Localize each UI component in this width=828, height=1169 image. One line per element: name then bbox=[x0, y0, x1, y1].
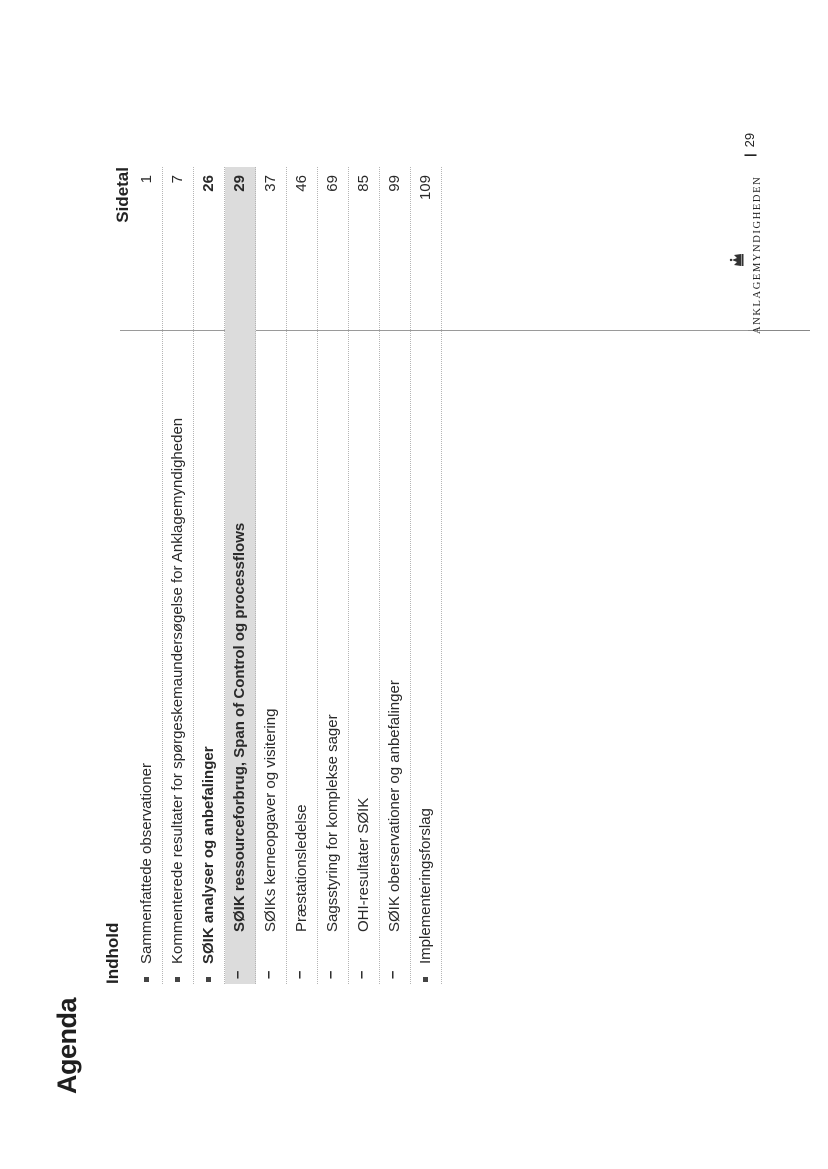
toc-item-page: 99 bbox=[386, 175, 403, 192]
toc-row bbox=[225, 167, 256, 984]
toc-row bbox=[318, 167, 349, 984]
bullet-icon bbox=[144, 977, 149, 982]
dash-icon: – bbox=[260, 970, 277, 979]
page-title: Agenda bbox=[52, 997, 82, 1094]
toc-item-label: Implementeringsforslag bbox=[417, 808, 434, 964]
dash-icon: – bbox=[322, 970, 339, 979]
toc-item-page: 26 bbox=[200, 175, 217, 192]
toc-row bbox=[132, 167, 163, 984]
dash-icon: – bbox=[291, 970, 308, 979]
toc-item-page: 1 bbox=[138, 175, 155, 184]
dash-icon: – bbox=[229, 970, 246, 979]
table-of-contents bbox=[132, 167, 442, 984]
bullet-icon bbox=[423, 977, 428, 982]
toc-item-page: 69 bbox=[324, 175, 341, 192]
toc-item-page: 109 bbox=[417, 175, 434, 201]
dash-icon: – bbox=[353, 970, 370, 979]
toc-row bbox=[163, 167, 194, 984]
footer-page-number bbox=[742, 133, 757, 157]
footer-brand: ANKLAGEMYNDIGHEDEN bbox=[752, 175, 763, 334]
toc-item-label: SØIK analyser og anbefalinger bbox=[200, 746, 217, 964]
toc-header-contents: Indhold bbox=[103, 922, 122, 984]
toc-item-label: SØIK oberservationer og anbefalinger bbox=[386, 680, 403, 932]
toc-header-page: Sidetal bbox=[113, 167, 132, 223]
toc-row bbox=[411, 167, 442, 984]
toc-row bbox=[380, 167, 411, 984]
toc-item-page: 46 bbox=[293, 175, 310, 192]
dash-icon: – bbox=[384, 970, 401, 979]
toc-item-label: SØIK ressourceforbrug, Span of Control og processflows bbox=[231, 522, 248, 932]
toc-row bbox=[194, 167, 225, 984]
toc-item-label: Præstationsledelse bbox=[293, 804, 310, 932]
toc-item-page: 37 bbox=[262, 175, 279, 192]
crown-icon bbox=[728, 251, 746, 269]
toc-item-page: 85 bbox=[355, 175, 372, 192]
toc-item-label: OHI-resultater SØIK bbox=[355, 797, 372, 932]
bullet-icon bbox=[175, 977, 180, 982]
toc-item-page: 29 bbox=[231, 175, 248, 192]
footer-separator: | bbox=[742, 153, 757, 157]
toc-item-label: Kommenterede resultater for spørgeskemaundersøgelse for Anklagemyndigheden bbox=[169, 417, 186, 964]
toc-item-label: Sammenfattede observationer bbox=[138, 763, 155, 964]
toc-row bbox=[287, 167, 318, 984]
bullet-icon bbox=[206, 977, 211, 982]
toc-item-label: SØIKs kerneopgaver og visitering bbox=[262, 708, 279, 932]
toc-item-label: Sagsstyring for komplekse sager bbox=[324, 714, 341, 932]
toc-row bbox=[349, 167, 380, 984]
toc-row bbox=[256, 167, 287, 984]
page-number: 29 bbox=[742, 132, 757, 148]
toc-item-page: 7 bbox=[169, 175, 186, 184]
